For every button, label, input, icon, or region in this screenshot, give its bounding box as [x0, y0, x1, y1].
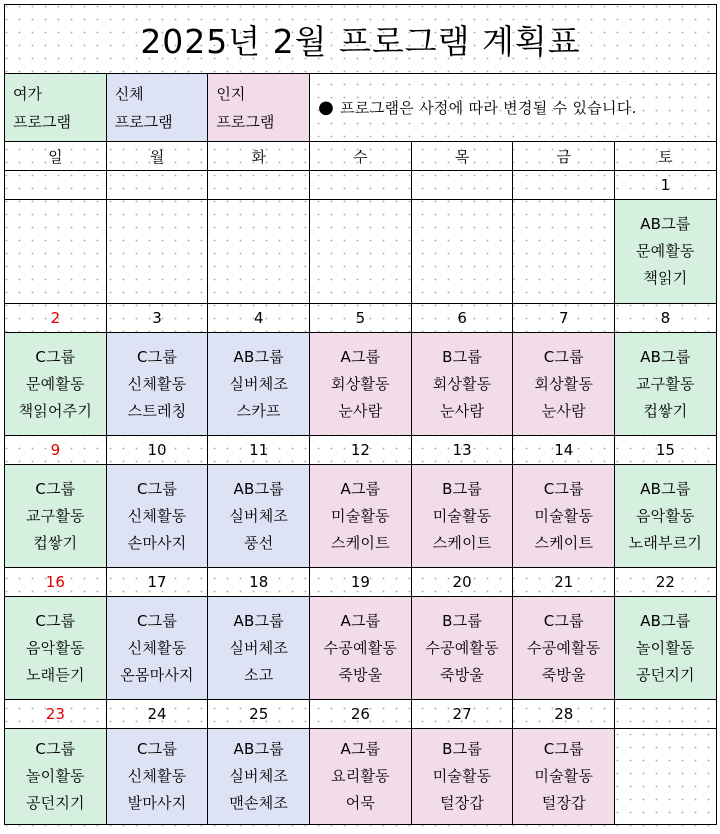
date-row: [5, 171, 717, 200]
program-cell: [208, 465, 310, 568]
program-activity: 미술활동: [534, 506, 594, 525]
program-topic: 소고: [244, 665, 274, 684]
program-topic: 눈사람: [541, 401, 586, 420]
program-group: C그룹: [543, 611, 584, 630]
program-topic: 스케이트: [331, 533, 390, 552]
date-number: 1: [615, 171, 717, 200]
program-topic: 컵쌓기: [33, 533, 78, 552]
program-activity: 음악활동: [635, 506, 695, 525]
program-topic: 발마사지: [127, 794, 187, 812]
date-number: [5, 171, 107, 200]
program-activity: 교구활동: [25, 506, 85, 525]
date-number: 21: [513, 568, 615, 597]
program-topic: 책읽어주기: [18, 401, 93, 420]
program-activity: 문예활동: [25, 374, 85, 393]
program-group: C그룹: [543, 347, 584, 366]
program-group: A그룹: [340, 479, 381, 498]
program-topic: 노래듣기: [25, 665, 85, 684]
program-group: C그룹: [137, 479, 178, 498]
program-activity: 미술활동: [432, 767, 492, 785]
program-cell: [310, 465, 412, 568]
program-activity: 실버체조: [229, 638, 289, 657]
program-group: A그룹: [340, 740, 381, 758]
program-activity: 요리활동: [331, 767, 390, 785]
program-group: A그룹: [340, 347, 381, 366]
schedule-note-text: 프로그램은 사정에 따라 변경될 수 있습니다.: [340, 99, 637, 117]
program-group: AB그룹: [233, 347, 284, 366]
program-activity: 음악활동: [25, 638, 85, 657]
program-topic: 눈사람: [338, 401, 383, 420]
date-number: 28: [513, 700, 615, 729]
program-activity: 실버체조: [229, 374, 289, 393]
program-cell: [5, 333, 107, 436]
weekday-header: 수: [310, 142, 412, 171]
date-number: [615, 700, 717, 729]
date-number: 25: [208, 700, 310, 729]
program-cell: [615, 333, 717, 436]
program-topic: 눈사람: [440, 401, 485, 420]
program-topic: 공던지기: [25, 794, 85, 812]
date-number: 18: [208, 568, 310, 597]
date-row: [5, 304, 717, 333]
calendar-weeks: [5, 171, 717, 825]
program-cell: [310, 333, 412, 436]
program-group: C그룹: [137, 347, 178, 366]
date-number: 20: [412, 568, 514, 597]
date-number: 5: [310, 304, 412, 333]
legend-body-label: 신체: [114, 84, 144, 103]
program-row: [5, 200, 717, 304]
program-cell: [412, 200, 514, 304]
program-topic: 죽방울: [440, 665, 485, 684]
program-cell: [412, 597, 514, 700]
program-topic: 공던지기: [635, 665, 695, 684]
program-group: B그룹: [442, 347, 483, 366]
date-number: 14: [513, 436, 615, 465]
weekday-header: 목: [412, 142, 514, 171]
date-number: 23: [5, 700, 107, 729]
program-cell: [615, 729, 717, 825]
program-topic: 죽방울: [541, 665, 586, 684]
legend-leisure-sub: 프로그램: [13, 112, 71, 131]
program-topic: 책읽기: [643, 269, 688, 287]
program-activity: 수공예활동: [527, 638, 601, 657]
date-number: 11: [208, 436, 310, 465]
program-activity: 미술활동: [331, 506, 390, 525]
program-row: [5, 597, 717, 700]
date-number: 10: [107, 436, 209, 465]
program-group: AB그룹: [233, 740, 284, 758]
program-group: C그룹: [35, 740, 76, 758]
program-row: [5, 333, 717, 436]
program-activity: 문예활동: [635, 242, 695, 260]
program-activity: 회상활동: [432, 374, 492, 393]
program-cell: [513, 597, 615, 700]
date-number: [513, 171, 615, 200]
date-number: [310, 171, 412, 200]
date-number: 8: [615, 304, 717, 333]
date-number: 6: [412, 304, 514, 333]
program-activity: 놀이활동: [25, 767, 85, 785]
program-topic: 스카프: [236, 401, 281, 420]
date-number: 9: [5, 436, 107, 465]
date-number: 15: [615, 436, 717, 465]
program-cell: [107, 729, 209, 825]
program-cell: [310, 200, 412, 304]
date-number: [107, 171, 209, 200]
program-cell: [107, 333, 209, 436]
program-activity: 신체활동: [127, 374, 187, 393]
date-number: 13: [412, 436, 514, 465]
program-cell: [615, 597, 717, 700]
program-group: C그룹: [35, 479, 76, 498]
program-cell: [107, 200, 209, 304]
program-activity: 수공예활동: [323, 638, 398, 657]
program-topic: 스케이트: [534, 533, 594, 552]
program-row: [5, 729, 717, 825]
program-group: C그룹: [543, 479, 584, 498]
page-title: 2025년 2월 프로그램 계획표: [5, 5, 717, 74]
program-row: [5, 465, 717, 568]
program-topic: 털장갑: [541, 794, 586, 812]
program-group: AB그룹: [233, 479, 284, 498]
date-number: [208, 171, 310, 200]
weekday-header: 화: [208, 142, 310, 171]
legend-leisure-label: 여가: [13, 84, 42, 103]
program-group: AB그룹: [233, 611, 284, 630]
date-number: 17: [107, 568, 209, 597]
program-activity: 신체활동: [127, 506, 187, 525]
program-topic: 노래부르기: [628, 533, 703, 552]
date-number: 27: [412, 700, 514, 729]
date-row: [5, 436, 717, 465]
weekday-header: 토: [615, 142, 717, 171]
program-topic: 어묵: [345, 794, 376, 812]
program-activity: 신체활동: [127, 638, 187, 657]
program-activity: 회상활동: [534, 374, 594, 393]
program-group: C그룹: [543, 740, 584, 758]
weekday-header: 일: [5, 142, 107, 171]
program-group: A그룹: [340, 611, 381, 630]
program-topic: 털장갑: [440, 794, 485, 812]
program-cell: [615, 465, 717, 568]
date-number: 19: [310, 568, 412, 597]
program-topic: 컵쌓기: [643, 401, 688, 420]
program-cell: [208, 729, 310, 825]
program-activity: 수공예활동: [425, 638, 499, 657]
program-activity: 회상활동: [331, 374, 390, 393]
weekday-header: 금: [513, 142, 615, 171]
date-number: 26: [310, 700, 412, 729]
program-cell: [412, 333, 514, 436]
program-activity: 신체활동: [127, 767, 187, 785]
program-group: B그룹: [442, 611, 483, 630]
program-cell: [513, 465, 615, 568]
date-number: 12: [310, 436, 412, 465]
legend-cognitive-sub: 프로그램: [216, 112, 275, 131]
date-number: 24: [107, 700, 209, 729]
program-topic: 스케이트: [432, 533, 492, 552]
program-cell: [310, 729, 412, 825]
program-group: B그룹: [442, 740, 483, 758]
program-schedule-table: [4, 4, 717, 825]
program-topic: 손마사지: [127, 533, 187, 552]
date-number: 4: [208, 304, 310, 333]
program-group: AB그룹: [640, 479, 691, 498]
program-activity: 놀이활동: [635, 638, 695, 657]
date-number: 2: [5, 304, 107, 333]
program-cell: [513, 729, 615, 825]
weekday-header: 월: [107, 142, 209, 171]
program-cell: [310, 597, 412, 700]
date-number: 3: [107, 304, 209, 333]
schedule-note: [310, 74, 717, 142]
program-cell: [107, 465, 209, 568]
program-cell: [208, 597, 310, 700]
program-cell: [513, 333, 615, 436]
program-topic: 풍선: [244, 533, 274, 552]
program-cell: [5, 200, 107, 304]
program-cell: [107, 597, 209, 700]
program-topic: 죽방울: [338, 665, 383, 684]
program-topic: 스트레칭: [127, 401, 187, 420]
date-number: 22: [615, 568, 717, 597]
program-activity: 실버체조: [229, 767, 289, 785]
legend-row: [5, 74, 717, 142]
program-activity: 미술활동: [534, 767, 594, 785]
program-group: B그룹: [442, 479, 483, 498]
program-cell: [412, 465, 514, 568]
program-group: C그룹: [137, 740, 178, 758]
program-topic: 맨손체조: [229, 794, 289, 812]
program-group: AB그룹: [640, 215, 691, 233]
legend-leisure: [5, 74, 107, 142]
program-group: AB그룹: [640, 347, 691, 366]
program-cell: [5, 597, 107, 700]
legend-body-sub: 프로그램: [114, 112, 173, 131]
date-number: [412, 171, 514, 200]
program-cell: [5, 465, 107, 568]
date-number: 7: [513, 304, 615, 333]
program-group: C그룹: [35, 347, 76, 366]
date-number: 16: [5, 568, 107, 597]
weekday-header-row: [5, 142, 717, 171]
date-row: [5, 700, 717, 729]
program-cell: [513, 200, 615, 304]
program-activity: 실버체조: [229, 506, 289, 525]
legend-cognitive: [208, 74, 310, 142]
program-cell: [208, 200, 310, 304]
bullet-dot-icon: ●: [318, 97, 335, 118]
legend-cognitive-label: 인지: [216, 84, 246, 103]
program-topic: 온몸마사지: [120, 665, 194, 684]
program-cell: [615, 200, 717, 304]
program-cell: [5, 729, 107, 825]
program-cell: [208, 333, 310, 436]
date-row: [5, 568, 717, 597]
program-activity: 교구활동: [635, 374, 695, 393]
program-cell: [412, 729, 514, 825]
legend-body: [107, 74, 209, 142]
program-group: C그룹: [137, 611, 178, 630]
program-group: AB그룹: [640, 611, 691, 630]
program-group: C그룹: [35, 611, 76, 630]
program-activity: 미술활동: [432, 506, 492, 525]
